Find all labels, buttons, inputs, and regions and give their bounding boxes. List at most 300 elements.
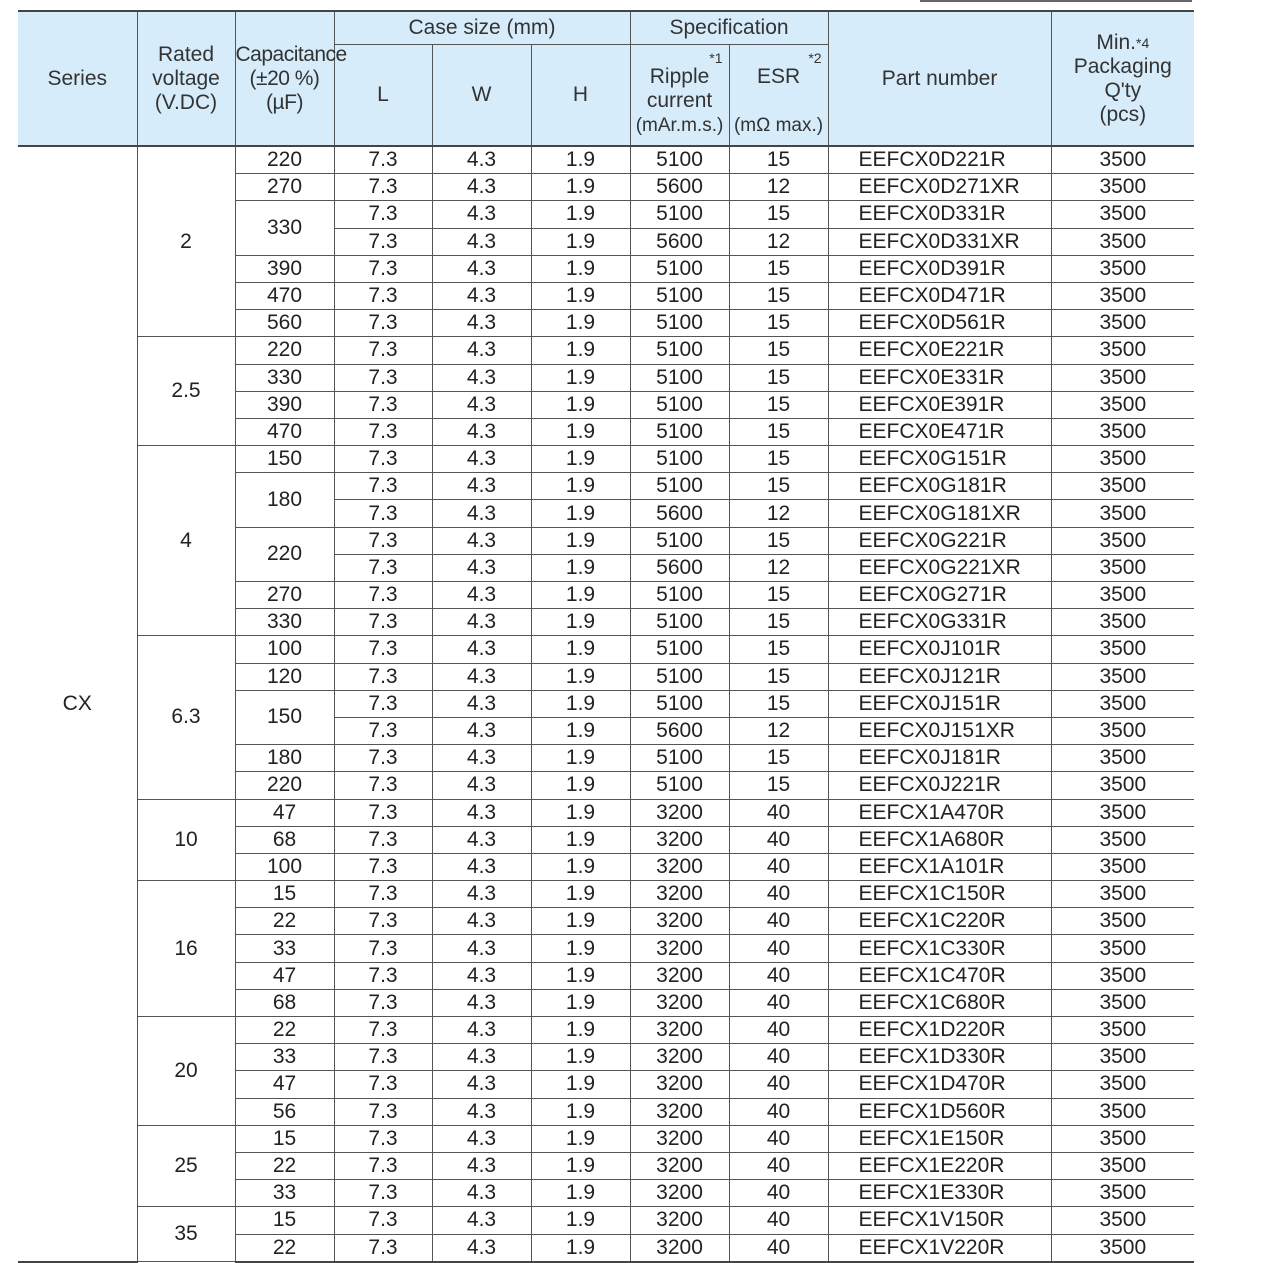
cell-part-number: EEFCX1C330R [828, 935, 1051, 962]
cell-packaging-qty: 3500 [1051, 609, 1194, 636]
cell-part-number: EEFCX0G331R [828, 609, 1051, 636]
cell-part-number: EEFCX1V220R [828, 1234, 1051, 1262]
cell-size-h: 1.9 [531, 1180, 630, 1207]
cell-packaging-qty: 3500 [1051, 881, 1194, 908]
cell-size-l: 7.3 [334, 554, 432, 581]
cell-esr: 15 [729, 282, 828, 309]
cell-capacitance: 15 [235, 881, 334, 908]
cell-capacitance: 22 [235, 908, 334, 935]
cell-size-h: 1.9 [531, 935, 630, 962]
cell-part-number: EEFCX0J151R [828, 690, 1051, 717]
cell-ripple-current: 5100 [630, 418, 729, 445]
cell-size-h: 1.9 [531, 745, 630, 772]
cell-ripple-current: 3200 [630, 881, 729, 908]
cell-size-w: 4.3 [432, 255, 531, 282]
cell-size-w: 4.3 [432, 282, 531, 309]
cell-ripple-current: 3200 [630, 1017, 729, 1044]
cell-packaging-qty: 3500 [1051, 418, 1194, 445]
cell-size-l: 7.3 [334, 908, 432, 935]
cell-capacitance: 22 [235, 1152, 334, 1179]
cell-size-h: 1.9 [531, 1152, 630, 1179]
cell-part-number: EEFCX0D221R [828, 146, 1051, 174]
cell-ripple-current: 5100 [630, 609, 729, 636]
table-row [18, 636, 1194, 663]
cell-ripple-current: 5100 [630, 527, 729, 554]
cell-esr: 15 [729, 527, 828, 554]
cell-capacitance: 33 [235, 1180, 334, 1207]
cell-part-number: EEFCX1E150R [828, 1125, 1051, 1152]
cell-size-l: 7.3 [334, 282, 432, 309]
cell-rated-voltage: 4 [137, 446, 235, 636]
cell-packaging-qty: 3500 [1051, 1207, 1194, 1234]
cell-rated-voltage: 16 [137, 881, 235, 1017]
cell-part-number: EEFCX1D220R [828, 1017, 1051, 1044]
cell-size-w: 4.3 [432, 799, 531, 826]
cell-packaging-qty: 3500 [1051, 1044, 1194, 1071]
cell-ripple-current: 5600 [630, 554, 729, 581]
cell-rated-voltage: 10 [137, 799, 235, 881]
cell-part-number: EEFCX0G181XR [828, 500, 1051, 527]
cell-capacitance: 47 [235, 1071, 334, 1098]
cell-part-number: EEFCX1V150R [828, 1207, 1051, 1234]
cell-size-w: 4.3 [432, 663, 531, 690]
header-part-number: Part number [828, 11, 1051, 146]
cell-part-number: EEFCX0D271XR [828, 174, 1051, 201]
cell-size-l: 7.3 [334, 174, 432, 201]
cell-packaging-qty: 3500 [1051, 690, 1194, 717]
cell-esr: 40 [729, 826, 828, 853]
cell-size-h: 1.9 [531, 772, 630, 799]
cell-ripple-current: 3200 [630, 1234, 729, 1262]
cell-size-h: 1.9 [531, 799, 630, 826]
cell-size-l: 7.3 [334, 772, 432, 799]
cell-ripple-current: 3200 [630, 935, 729, 962]
cell-packaging-qty: 3500 [1051, 255, 1194, 282]
cell-part-number: EEFCX0E331R [828, 364, 1051, 391]
header-rated-voltage: Rated voltage (V.DC) [137, 11, 235, 146]
cell-size-l: 7.3 [334, 1017, 432, 1044]
table-row [18, 146, 1194, 174]
cell-part-number: EEFCX1A101R [828, 853, 1051, 880]
cell-ripple-current: 3200 [630, 1125, 729, 1152]
cell-size-w: 4.3 [432, 174, 531, 201]
cell-size-w: 4.3 [432, 1098, 531, 1125]
cell-part-number: EEFCX0D391R [828, 255, 1051, 282]
cell-ripple-current: 5100 [630, 337, 729, 364]
cell-packaging-qty: 3500 [1051, 364, 1194, 391]
cell-size-w: 4.3 [432, 446, 531, 473]
cell-size-l: 7.3 [334, 337, 432, 364]
cell-size-h: 1.9 [531, 1071, 630, 1098]
cell-esr: 40 [729, 908, 828, 935]
cell-size-l: 7.3 [334, 310, 432, 337]
cell-packaging-qty: 3500 [1051, 527, 1194, 554]
cell-esr: 15 [729, 310, 828, 337]
header-ripple-current: *1 Ripple current (mAr.m.s.) [630, 44, 729, 146]
cell-ripple-current: 5600 [630, 228, 729, 255]
cell-size-l: 7.3 [334, 1207, 432, 1234]
cell-ripple-current: 3200 [630, 853, 729, 880]
cell-packaging-qty: 3500 [1051, 989, 1194, 1016]
cell-esr: 15 [729, 745, 828, 772]
cell-size-w: 4.3 [432, 1152, 531, 1179]
cell-capacitance: 47 [235, 962, 334, 989]
cell-size-w: 4.3 [432, 745, 531, 772]
cell-esr: 15 [729, 418, 828, 445]
cell-size-w: 4.3 [432, 500, 531, 527]
cell-size-w: 4.3 [432, 1017, 531, 1044]
cell-capacitance: 270 [235, 582, 334, 609]
cell-size-w: 4.3 [432, 228, 531, 255]
cell-capacitance: 330 [235, 364, 334, 391]
cell-ripple-current: 3200 [630, 1207, 729, 1234]
cell-esr: 15 [729, 636, 828, 663]
header-H: H [531, 44, 630, 146]
cell-esr: 12 [729, 500, 828, 527]
cell-ripple-current: 5100 [630, 663, 729, 690]
cell-rated-voltage: 2 [137, 146, 235, 337]
header-case-size: Case size (mm) [334, 11, 630, 44]
cell-esr: 40 [729, 1207, 828, 1234]
header-series: Series [18, 11, 137, 146]
cell-part-number: EEFCX0D331XR [828, 228, 1051, 255]
cell-size-h: 1.9 [531, 310, 630, 337]
cell-size-h: 1.9 [531, 962, 630, 989]
cell-ripple-current: 3200 [630, 826, 729, 853]
cell-size-w: 4.3 [432, 1071, 531, 1098]
cell-packaging-qty: 3500 [1051, 799, 1194, 826]
cell-capacitance: 120 [235, 663, 334, 690]
header-L: L [334, 44, 432, 146]
cell-size-l: 7.3 [334, 391, 432, 418]
header-esr: *2 ESR (mΩ max.) [729, 44, 828, 146]
product-spec-table [18, 10, 1194, 1263]
cell-part-number: EEFCX0J181R [828, 745, 1051, 772]
table-body [18, 146, 1194, 1262]
cell-capacitance: 150 [235, 690, 334, 744]
cell-part-number: EEFCX0G221XR [828, 554, 1051, 581]
cell-ripple-current: 5100 [630, 772, 729, 799]
cell-capacitance: 180 [235, 745, 334, 772]
cell-esr: 40 [729, 1017, 828, 1044]
cell-size-w: 4.3 [432, 1044, 531, 1071]
cell-packaging-qty: 3500 [1051, 962, 1194, 989]
cell-size-w: 4.3 [432, 772, 531, 799]
cell-size-h: 1.9 [531, 255, 630, 282]
cell-ripple-current: 3200 [630, 799, 729, 826]
cell-size-l: 7.3 [334, 527, 432, 554]
cell-esr: 40 [729, 1234, 828, 1262]
cell-ripple-current: 5100 [630, 282, 729, 309]
cell-size-l: 7.3 [334, 935, 432, 962]
cell-esr: 40 [729, 962, 828, 989]
cell-part-number: EEFCX0J121R [828, 663, 1051, 690]
cell-part-number: EEFCX0G151R [828, 446, 1051, 473]
cell-ripple-current: 3200 [630, 1098, 729, 1125]
cell-part-number: EEFCX1C680R [828, 989, 1051, 1016]
cell-size-h: 1.9 [531, 1017, 630, 1044]
cell-esr: 40 [729, 1071, 828, 1098]
cell-size-l: 7.3 [334, 201, 432, 228]
cell-ripple-current: 3200 [630, 1180, 729, 1207]
cell-size-h: 1.9 [531, 826, 630, 853]
cell-esr: 15 [729, 201, 828, 228]
cell-packaging-qty: 3500 [1051, 500, 1194, 527]
cell-size-w: 4.3 [432, 582, 531, 609]
cell-part-number: EEFCX1D560R [828, 1098, 1051, 1125]
cell-size-w: 4.3 [432, 881, 531, 908]
cell-size-h: 1.9 [531, 636, 630, 663]
cell-ripple-current: 3200 [630, 989, 729, 1016]
cell-esr: 15 [729, 690, 828, 717]
cell-part-number: EEFCX1C470R [828, 962, 1051, 989]
cell-size-l: 7.3 [334, 690, 432, 717]
cell-capacitance: 470 [235, 282, 334, 309]
cell-capacitance: 470 [235, 418, 334, 445]
cell-part-number: EEFCX0D471R [828, 282, 1051, 309]
cell-size-h: 1.9 [531, 391, 630, 418]
cell-packaging-qty: 3500 [1051, 935, 1194, 962]
cell-packaging-qty: 3500 [1051, 282, 1194, 309]
top-frame [920, 0, 1192, 2]
cell-size-l: 7.3 [334, 799, 432, 826]
cell-size-w: 4.3 [432, 1234, 531, 1262]
cell-size-l: 7.3 [334, 473, 432, 500]
cell-size-w: 4.3 [432, 609, 531, 636]
cell-capacitance: 270 [235, 174, 334, 201]
cell-packaging-qty: 3500 [1051, 582, 1194, 609]
cell-esr: 15 [729, 609, 828, 636]
cell-ripple-current: 5100 [630, 636, 729, 663]
cell-size-w: 4.3 [432, 962, 531, 989]
cell-packaging-qty: 3500 [1051, 826, 1194, 853]
cell-capacitance: 33 [235, 1044, 334, 1071]
cell-packaging-qty: 3500 [1051, 1234, 1194, 1262]
cell-part-number: EEFCX0G271R [828, 582, 1051, 609]
cell-rated-voltage: 35 [137, 1207, 235, 1262]
cell-size-l: 7.3 [334, 636, 432, 663]
cell-packaging-qty: 3500 [1051, 1017, 1194, 1044]
cell-size-h: 1.9 [531, 1044, 630, 1071]
cell-packaging-qty: 3500 [1051, 772, 1194, 799]
table-row [18, 1125, 1194, 1152]
cell-esr: 40 [729, 1044, 828, 1071]
cell-size-h: 1.9 [531, 527, 630, 554]
cell-size-h: 1.9 [531, 1125, 630, 1152]
cell-capacitance: 390 [235, 255, 334, 282]
cell-capacitance: 47 [235, 799, 334, 826]
cell-esr: 40 [729, 853, 828, 880]
cell-packaging-qty: 3500 [1051, 1152, 1194, 1179]
cell-capacitance: 560 [235, 310, 334, 337]
cell-size-l: 7.3 [334, 1125, 432, 1152]
cell-capacitance: 68 [235, 989, 334, 1016]
cell-part-number: EEFCX1D470R [828, 1071, 1051, 1098]
cell-size-l: 7.3 [334, 1098, 432, 1125]
cell-part-number: EEFCX1C220R [828, 908, 1051, 935]
cell-part-number: EEFCX0E471R [828, 418, 1051, 445]
cell-capacitance: 220 [235, 527, 334, 581]
cell-packaging-qty: 3500 [1051, 1180, 1194, 1207]
cell-size-w: 4.3 [432, 201, 531, 228]
cell-part-number: EEFCX1A470R [828, 799, 1051, 826]
header-capacitance: Capacitance (±20 %) (µF) [235, 11, 334, 146]
cell-size-h: 1.9 [531, 1234, 630, 1262]
cell-packaging-qty: 3500 [1051, 1071, 1194, 1098]
cell-packaging-qty: 3500 [1051, 228, 1194, 255]
cell-ripple-current: 5100 [630, 582, 729, 609]
cell-esr: 12 [729, 228, 828, 255]
cell-esr: 12 [729, 174, 828, 201]
cell-esr: 15 [729, 364, 828, 391]
cell-size-h: 1.9 [531, 1207, 630, 1234]
cell-esr: 15 [729, 473, 828, 500]
table-row [18, 1017, 1194, 1044]
cell-packaging-qty: 3500 [1051, 391, 1194, 418]
table-row [18, 881, 1194, 908]
cell-ripple-current: 5100 [630, 201, 729, 228]
cell-esr: 40 [729, 881, 828, 908]
table-row [18, 337, 1194, 364]
cell-size-h: 1.9 [531, 663, 630, 690]
cell-ripple-current: 3200 [630, 1044, 729, 1071]
cell-part-number: EEFCX1A680R [828, 826, 1051, 853]
cell-rated-voltage: 25 [137, 1125, 235, 1207]
cell-size-w: 4.3 [432, 853, 531, 880]
cell-capacitance: 100 [235, 636, 334, 663]
cell-size-h: 1.9 [531, 881, 630, 908]
cell-size-l: 7.3 [334, 1180, 432, 1207]
cell-esr: 40 [729, 1098, 828, 1125]
cell-size-h: 1.9 [531, 500, 630, 527]
cell-size-h: 1.9 [531, 146, 630, 174]
cell-part-number: EEFCX0J221R [828, 772, 1051, 799]
cell-esr: 15 [729, 146, 828, 174]
cell-esr: 40 [729, 989, 828, 1016]
cell-packaging-qty: 3500 [1051, 853, 1194, 880]
cell-packaging-qty: 3500 [1051, 174, 1194, 201]
cell-part-number: EEFCX0G181R [828, 473, 1051, 500]
cell-size-w: 4.3 [432, 527, 531, 554]
cell-size-l: 7.3 [334, 446, 432, 473]
cell-part-number: EEFCX1E220R [828, 1152, 1051, 1179]
cell-packaging-qty: 3500 [1051, 310, 1194, 337]
cell-size-w: 4.3 [432, 337, 531, 364]
cell-size-h: 1.9 [531, 582, 630, 609]
cell-capacitance: 22 [235, 1017, 334, 1044]
cell-rated-voltage: 6.3 [137, 636, 235, 799]
cell-size-l: 7.3 [334, 881, 432, 908]
cell-size-l: 7.3 [334, 255, 432, 282]
cell-size-w: 4.3 [432, 989, 531, 1016]
cell-rated-voltage: 2.5 [137, 337, 235, 446]
cell-size-h: 1.9 [531, 1098, 630, 1125]
cell-esr: 40 [729, 799, 828, 826]
cell-packaging-qty: 3500 [1051, 1125, 1194, 1152]
cell-size-l: 7.3 [334, 989, 432, 1016]
cell-ripple-current: 5100 [630, 364, 729, 391]
cell-size-w: 4.3 [432, 717, 531, 744]
cell-esr: 12 [729, 554, 828, 581]
cell-capacitance: 220 [235, 146, 334, 174]
cell-size-l: 7.3 [334, 228, 432, 255]
cell-ripple-current: 5600 [630, 174, 729, 201]
cell-series: CX [18, 146, 137, 1262]
cell-packaging-qty: 3500 [1051, 717, 1194, 744]
cell-size-w: 4.3 [432, 1125, 531, 1152]
cell-size-w: 4.3 [432, 473, 531, 500]
cell-capacitance: 330 [235, 609, 334, 636]
cell-esr: 40 [729, 1125, 828, 1152]
cell-part-number: EEFCX1D330R [828, 1044, 1051, 1071]
cell-size-l: 7.3 [334, 826, 432, 853]
cell-size-h: 1.9 [531, 554, 630, 581]
cell-capacitance: 56 [235, 1098, 334, 1125]
header-specification: Specification [630, 11, 828, 44]
cell-packaging-qty: 3500 [1051, 636, 1194, 663]
cell-size-h: 1.9 [531, 717, 630, 744]
cell-size-l: 7.3 [334, 1234, 432, 1262]
cell-size-l: 7.3 [334, 663, 432, 690]
cell-size-h: 1.9 [531, 609, 630, 636]
cell-capacitance: 22 [235, 1234, 334, 1262]
cell-size-w: 4.3 [432, 554, 531, 581]
cell-packaging-qty: 3500 [1051, 337, 1194, 364]
cell-rated-voltage: 20 [137, 1017, 235, 1126]
cell-size-l: 7.3 [334, 500, 432, 527]
cell-ripple-current: 5100 [630, 146, 729, 174]
cell-part-number: EEFCX0E391R [828, 391, 1051, 418]
header-packaging-qty: Min.$^{*4}$ Packaging Q'ty (pcs) [1051, 11, 1194, 146]
cell-packaging-qty: 3500 [1051, 745, 1194, 772]
cell-part-number: EEFCX1E330R [828, 1180, 1051, 1207]
cell-size-w: 4.3 [432, 935, 531, 962]
cell-part-number: EEFCX0J151XR [828, 717, 1051, 744]
cell-size-w: 4.3 [432, 364, 531, 391]
cell-capacitance: 330 [235, 201, 334, 255]
cell-capacitance: 68 [235, 826, 334, 853]
cell-ripple-current: 3200 [630, 1071, 729, 1098]
cell-size-h: 1.9 [531, 364, 630, 391]
cell-size-l: 7.3 [334, 1071, 432, 1098]
cell-size-w: 4.3 [432, 418, 531, 445]
cell-size-w: 4.3 [432, 1180, 531, 1207]
cell-size-h: 1.9 [531, 989, 630, 1016]
cell-packaging-qty: 3500 [1051, 554, 1194, 581]
cell-ripple-current: 5100 [630, 255, 729, 282]
cell-size-w: 4.3 [432, 310, 531, 337]
cell-size-l: 7.3 [334, 962, 432, 989]
cell-esr: 15 [729, 446, 828, 473]
cell-size-l: 7.3 [334, 582, 432, 609]
cell-esr: 40 [729, 935, 828, 962]
cell-ripple-current: 3200 [630, 908, 729, 935]
cell-capacitance: 220 [235, 772, 334, 799]
cell-part-number: EEFCX0J101R [828, 636, 1051, 663]
cell-size-h: 1.9 [531, 228, 630, 255]
cell-size-h: 1.9 [531, 853, 630, 880]
cell-size-h: 1.9 [531, 908, 630, 935]
cell-esr: 15 [729, 255, 828, 282]
cell-ripple-current: 5100 [630, 391, 729, 418]
cell-ripple-current: 5100 [630, 446, 729, 473]
cell-packaging-qty: 3500 [1051, 146, 1194, 174]
cell-esr: 15 [729, 337, 828, 364]
cell-size-l: 7.3 [334, 146, 432, 174]
cell-size-h: 1.9 [531, 418, 630, 445]
cell-part-number: EEFCX1C150R [828, 881, 1051, 908]
cell-size-w: 4.3 [432, 146, 531, 174]
